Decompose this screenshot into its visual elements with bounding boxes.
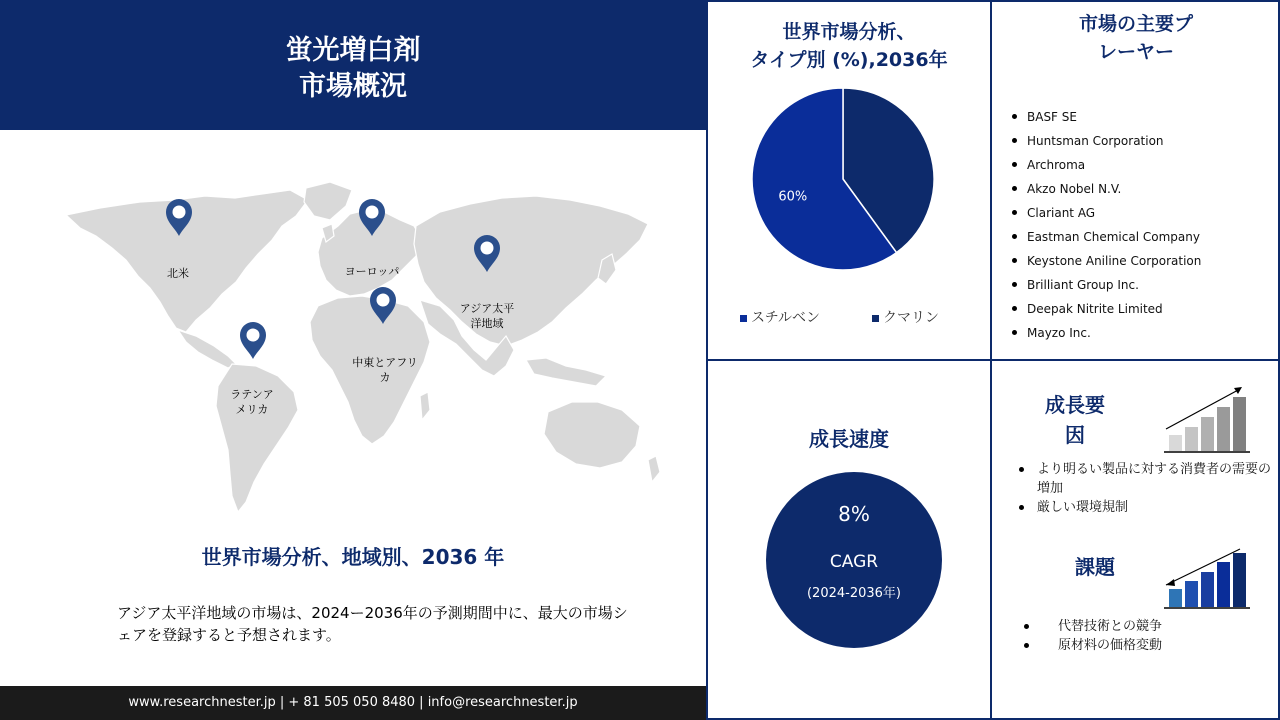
map-label-europe: ヨーロッパ — [344, 265, 400, 278]
list-item: Mayzo Inc. — [1010, 324, 1201, 348]
horizontal-divider — [706, 359, 1280, 361]
region-analysis-title: 世界市場分析、地域別、2036 年 — [201, 545, 505, 569]
map-label-asia-pacific: アジア太平洋地域 — [459, 302, 515, 330]
page-title-line2: 市場概況 — [299, 71, 407, 102]
footer-contact-bar: www.researchnester.jp | + 81 505 050 8480 | info@researchnester.jp — [0, 686, 706, 720]
growth-drivers-list — [1015, 460, 1277, 517]
list-item: Akzo Nobel N.V. — [1010, 180, 1201, 204]
list-item: Huntsman Corporation — [1010, 132, 1201, 156]
list-item: Eastman Chemical Company — [1010, 228, 1201, 252]
list-item: 原材料の価格変動 — [1020, 636, 1270, 655]
map-label-middle-east-africa: 中東とアフリカ — [352, 356, 418, 384]
list-item: 代替技術との競争 — [1020, 617, 1270, 636]
list-item: Deepak Nitrite Limited — [1010, 300, 1201, 324]
growth-bar-chart-icon — [1160, 383, 1252, 455]
challenges-list — [1020, 617, 1270, 655]
legend-swatch-stilbene — [740, 315, 747, 322]
australia-landmass — [544, 402, 640, 468]
legend-swatch-coumarin — [872, 315, 879, 322]
list-item: Clariant AG — [1010, 204, 1201, 228]
top-border — [706, 0, 1280, 2]
madagascar-landmass — [420, 392, 430, 420]
central-america-landmass — [178, 330, 236, 368]
challenges-title: 課題 — [1075, 555, 1115, 579]
pie-data-label-0: 60% — [778, 189, 808, 205]
key-players-list — [1010, 108, 1201, 348]
cagr-period: (2024-2036年) — [806, 586, 901, 601]
cagr-value: 8% — [838, 502, 870, 526]
list-item: Brilliant Group Inc. — [1010, 276, 1201, 300]
type-analysis-title-line1: 世界市場分析、 — [782, 21, 916, 43]
list-item: Keystone Aniline Corporation — [1010, 252, 1201, 276]
key-players-title-line1: 市場の主要プ — [1078, 13, 1193, 35]
type-analysis-title — [708, 18, 990, 74]
challenges-bar-chart-icon — [1160, 545, 1252, 611]
pin-latin-america — [240, 322, 266, 359]
world-map — [0, 130, 706, 530]
legend-item-coumarin — [872, 307, 939, 327]
key-players-title — [992, 10, 1280, 66]
page-title-line1: 蛍光増白剤 — [285, 35, 421, 66]
legend-label-coumarin: クマリン — [883, 310, 939, 326]
growth-drivers-title-line1: 成長要 — [1045, 393, 1105, 417]
list-item: より明るい製品に対する消費者の需要の増加 — [1015, 460, 1277, 498]
region-analysis-text: アジア太平洋地域の市場は、2024ー2036年の予測期間中に、最大の市場シェアを登録すると予想されます。 — [117, 604, 628, 644]
cagr-label: CAGR — [829, 552, 879, 572]
cagr-circle — [766, 472, 942, 648]
growth-drivers-title — [1030, 390, 1120, 450]
title-banner — [0, 0, 706, 130]
legend-item-stilbene — [740, 307, 820, 327]
growth-drivers-title-line2: 因 — [1065, 423, 1085, 447]
greenland-landmass — [304, 182, 352, 220]
map-label-latin-america: ラテンアメリカ — [230, 388, 274, 416]
type-analysis-title-line2: タイプ別 (%),2036年 — [750, 49, 948, 71]
growth-rate-title: 成長速度 — [809, 427, 889, 451]
map-label-north-america: 北米 — [167, 267, 189, 280]
type-pie-chart — [740, 80, 950, 280]
key-players-title-line2: レーヤー — [1097, 41, 1174, 63]
list-item: Archroma — [1010, 156, 1201, 180]
indonesia-landmass — [526, 358, 606, 386]
new-zealand-landmass — [648, 456, 660, 482]
list-item: BASF SE — [1010, 108, 1201, 132]
legend-label-stilbene: スチルベン — [751, 310, 821, 326]
list-item: 厳しい環境規制 — [1015, 498, 1277, 517]
